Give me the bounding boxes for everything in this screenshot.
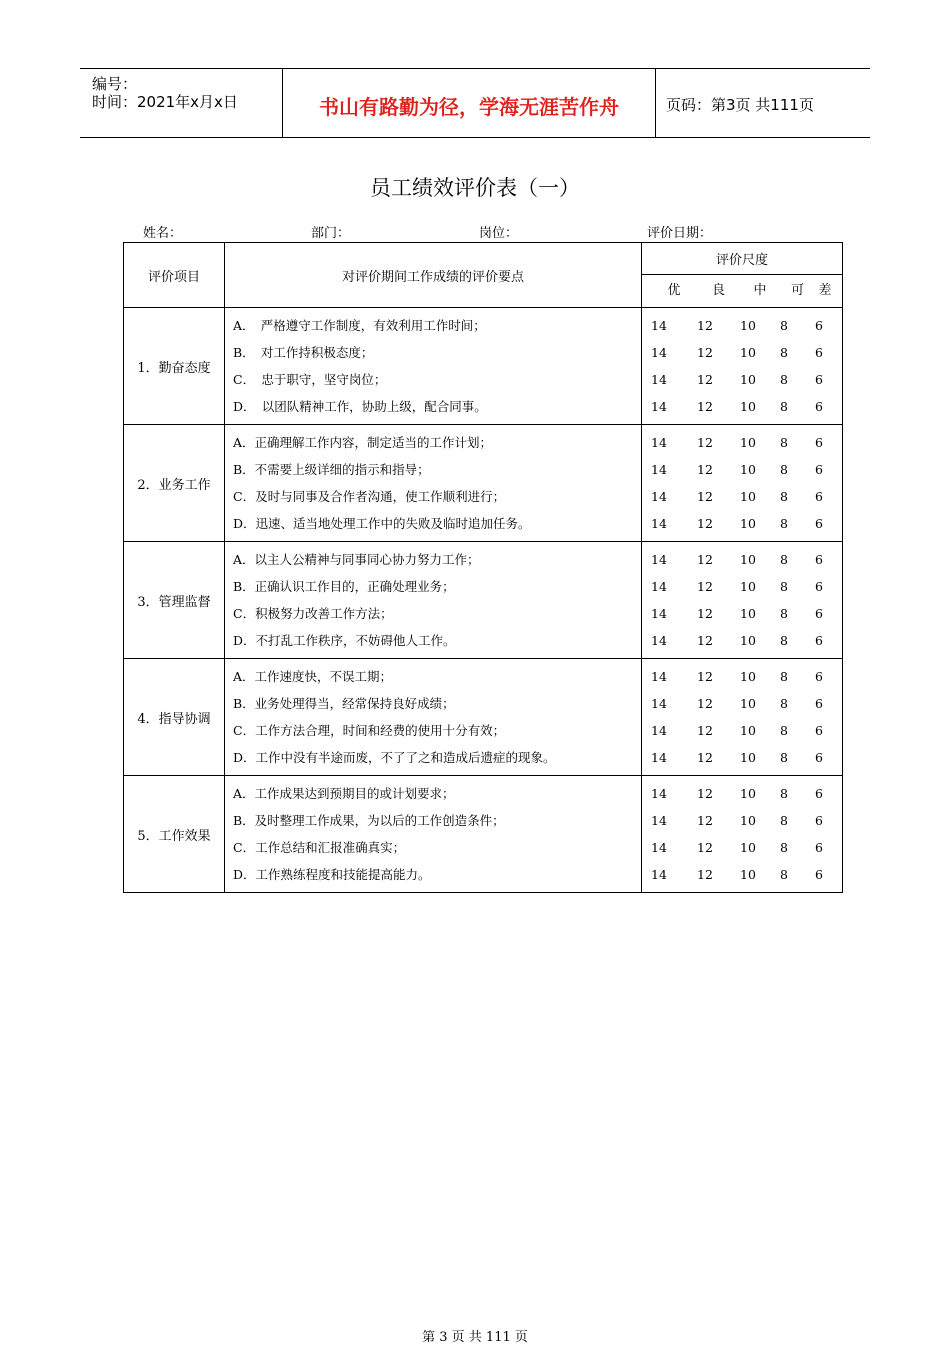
score-value: 14 (651, 579, 667, 594)
page-footer: 第 3 页 共 111 页 (422, 1330, 528, 1345)
score-value: 8 (780, 345, 788, 360)
score-value: 8 (780, 435, 788, 450)
score-value: 6 (815, 462, 823, 477)
score-value: 10 (740, 696, 756, 711)
score-value: 12 (697, 318, 713, 333)
evaluation-point: C． 忠于职守，坚守岗位； (233, 372, 387, 387)
score-row (642, 393, 842, 420)
meta-name: 姓名： (143, 226, 183, 241)
score-value: 6 (815, 696, 823, 711)
score-value: 14 (651, 669, 667, 684)
score-value: 8 (780, 516, 788, 531)
score-value: 6 (815, 372, 823, 387)
table-row (124, 425, 843, 542)
table-row (124, 659, 843, 776)
grade-label: 中 (753, 283, 767, 298)
score-value: 12 (697, 786, 713, 801)
score-row (642, 312, 842, 339)
category-name: 1．勤奋态度 (124, 308, 225, 425)
score-value: 14 (651, 840, 667, 855)
grade-label: 良 (711, 283, 725, 298)
score-value: 10 (740, 840, 756, 855)
grade-label: 优 (667, 283, 681, 298)
score-value: 10 (740, 552, 756, 567)
score-row (642, 339, 842, 366)
score-value: 8 (780, 867, 788, 882)
score-row (642, 546, 842, 573)
score-value: 6 (815, 840, 823, 855)
score-row (642, 780, 842, 807)
page-info: 页码：第3页 共111页 (666, 96, 814, 114)
score-row (642, 627, 842, 654)
score-value: 8 (780, 786, 788, 801)
grade-label: 差 (818, 283, 832, 298)
score-row (642, 366, 842, 393)
category-name: 3．管理监督 (124, 542, 225, 659)
score-value: 10 (740, 867, 756, 882)
score-value: 10 (740, 399, 756, 414)
score-value: 8 (780, 489, 788, 504)
score-row (642, 456, 842, 483)
score-value: 10 (740, 462, 756, 477)
score-row (642, 834, 842, 861)
score-value: 10 (740, 579, 756, 594)
evaluation-point: D．迅速、适当地处理工作中的失败及临时追加任务。 (233, 516, 531, 531)
score-value: 10 (740, 372, 756, 387)
score-value: 14 (651, 345, 667, 360)
score-value: 8 (780, 606, 788, 621)
score-value: 6 (815, 516, 823, 531)
points-cell (225, 425, 642, 542)
header-points: 对评价期间工作成绩的评价要点 (225, 243, 642, 308)
score-value: 10 (740, 633, 756, 648)
score-value: 14 (651, 462, 667, 477)
score-value: 10 (740, 345, 756, 360)
score-value: 6 (815, 723, 823, 738)
evaluation-point: B． 对工作持积极态度； (233, 345, 374, 360)
table-body (124, 308, 843, 893)
category-name: 4．指导协调 (124, 659, 225, 776)
score-value: 10 (740, 516, 756, 531)
score-value: 8 (780, 552, 788, 567)
evaluation-point: D．工作熟练程度和技能提高能力。 (233, 867, 431, 882)
evaluation-point: C．积极努力改善工作方法； (233, 606, 393, 621)
scores-cell (642, 659, 843, 776)
scores-cell (642, 308, 843, 425)
score-value: 8 (780, 633, 788, 648)
score-value: 14 (651, 606, 667, 621)
score-value: 6 (815, 435, 823, 450)
grade-label: 可 (790, 283, 804, 298)
score-value: 10 (740, 318, 756, 333)
score-value: 8 (780, 579, 788, 594)
score-value: 14 (651, 399, 667, 414)
score-value: 14 (651, 489, 667, 504)
score-row (642, 717, 842, 744)
score-value: 10 (740, 723, 756, 738)
evaluation-point: B．及时整理工作成果，为以后的工作创造条件； (233, 813, 505, 828)
score-value: 12 (697, 552, 713, 567)
score-row (642, 483, 842, 510)
score-value: 12 (697, 579, 713, 594)
score-value: 10 (740, 435, 756, 450)
score-row (642, 744, 842, 771)
evaluation-point: B．正确认识工作目的，正确处理业务； (233, 579, 455, 594)
header-slogan-cell (283, 69, 656, 137)
score-value: 10 (740, 750, 756, 765)
score-value: 14 (651, 813, 667, 828)
evaluation-point: C．工作方法合理，时间和经费的使用十分有效； (233, 723, 506, 738)
score-value: 12 (697, 516, 713, 531)
score-value: 14 (651, 372, 667, 387)
score-value: 12 (697, 867, 713, 882)
score-value: 12 (697, 399, 713, 414)
score-value: 12 (697, 606, 713, 621)
points-cell (225, 308, 642, 425)
score-value: 6 (815, 399, 823, 414)
evaluation-point: D． 以团队精神工作，协助上级，配合同事。 (233, 399, 487, 414)
score-value: 14 (651, 435, 667, 450)
evaluation-point: D．工作中没有半途而废，不了了之和造成后遗症的现象。 (233, 750, 556, 765)
score-value: 6 (815, 318, 823, 333)
score-value: 12 (697, 669, 713, 684)
score-value: 6 (815, 633, 823, 648)
points-cell (225, 776, 642, 893)
score-value: 8 (780, 840, 788, 855)
evaluation-point: C．及时与同事及合作者沟通，使工作顺利进行； (233, 489, 506, 504)
evaluation-point: C．工作总结和汇报准确真实； (233, 840, 406, 855)
evaluation-point: A．正确理解工作内容，制定适当的工作计划； (233, 435, 493, 450)
evaluation-point: A． 严格遵守工作制度，有效利用工作时间； (233, 318, 486, 333)
score-value: 6 (815, 489, 823, 504)
evaluation-point: D．不打乱工作秩序，不妨碍他人工作。 (233, 633, 456, 648)
score-value: 12 (697, 750, 713, 765)
score-value: 12 (697, 723, 713, 738)
header-item: 评价项目 (124, 243, 225, 308)
score-value: 12 (697, 372, 713, 387)
score-value: 10 (740, 606, 756, 621)
score-value: 14 (651, 318, 667, 333)
grade-header (642, 275, 843, 308)
score-value: 6 (815, 786, 823, 801)
score-value: 8 (780, 750, 788, 765)
scores-cell (642, 776, 843, 893)
header-info-cell (80, 69, 283, 137)
score-row (642, 663, 842, 690)
score-row (642, 429, 842, 456)
scores-cell (642, 425, 843, 542)
score-value: 8 (780, 372, 788, 387)
score-value: 14 (651, 633, 667, 648)
table-row (124, 776, 843, 893)
score-row (642, 807, 842, 834)
category-name: 5．工作效果 (124, 776, 225, 893)
score-value: 14 (651, 867, 667, 882)
evaluation-point: B．业务处理得当，经常保持良好成绩； (233, 696, 455, 711)
score-value: 10 (740, 669, 756, 684)
score-row (642, 600, 842, 627)
grade-row (642, 275, 842, 307)
slogan: 书山有路勤为径，学海无涯苦作舟 (319, 95, 619, 119)
score-value: 12 (697, 489, 713, 504)
score-value: 12 (697, 840, 713, 855)
score-value: 12 (697, 435, 713, 450)
evaluation-point: A．工作速度快，不误工期； (233, 669, 393, 684)
score-value: 14 (651, 696, 667, 711)
evaluation-point: A．以主人公精神与同事同心协力努力工作； (233, 552, 480, 567)
meta-date: 评价日期： (647, 226, 713, 241)
evaluation-table (123, 242, 843, 893)
score-value: 6 (815, 669, 823, 684)
score-value: 6 (815, 867, 823, 882)
score-value: 12 (697, 462, 713, 477)
score-row (642, 690, 842, 717)
page-header (80, 68, 870, 138)
score-value: 12 (697, 813, 713, 828)
scores-cell (642, 542, 843, 659)
table-row (124, 542, 843, 659)
score-row (642, 510, 842, 537)
points-cell (225, 542, 642, 659)
header-scale: 评价尺度 (642, 243, 843, 275)
category-name: 2．业务工作 (124, 425, 225, 542)
score-value: 14 (651, 516, 667, 531)
score-value: 6 (815, 750, 823, 765)
table-row (124, 308, 843, 425)
score-value: 6 (815, 345, 823, 360)
score-value: 8 (780, 399, 788, 414)
score-value: 8 (780, 318, 788, 333)
points-cell (225, 659, 642, 776)
score-value: 10 (740, 489, 756, 504)
evaluation-point: A．工作成果达到预期目的或计划要求； (233, 786, 455, 801)
meta-dept: 部门： (311, 226, 351, 241)
header-page-cell (656, 69, 870, 137)
score-value: 8 (780, 696, 788, 711)
score-value: 8 (780, 813, 788, 828)
evaluation-point: B．不需要上级详细的指示和指导； (233, 462, 430, 477)
score-value: 6 (815, 552, 823, 567)
score-value: 12 (697, 345, 713, 360)
score-row (642, 861, 842, 888)
score-value: 8 (780, 462, 788, 477)
score-value: 10 (740, 813, 756, 828)
score-value: 8 (780, 669, 788, 684)
score-value: 14 (651, 750, 667, 765)
time-label: 时间：2021年x月x日 (92, 93, 238, 111)
score-value: 14 (651, 723, 667, 738)
score-value: 12 (697, 696, 713, 711)
number-label: 编号： (92, 75, 138, 93)
score-value: 14 (651, 552, 667, 567)
score-value: 14 (651, 786, 667, 801)
page-title: 员工绩效评价表（一） (370, 176, 580, 200)
score-value: 10 (740, 786, 756, 801)
score-value: 6 (815, 579, 823, 594)
score-value: 8 (780, 723, 788, 738)
score-value: 6 (815, 813, 823, 828)
score-row (642, 573, 842, 600)
score-value: 12 (697, 633, 713, 648)
score-value: 6 (815, 606, 823, 621)
meta-position: 岗位： (479, 226, 519, 241)
